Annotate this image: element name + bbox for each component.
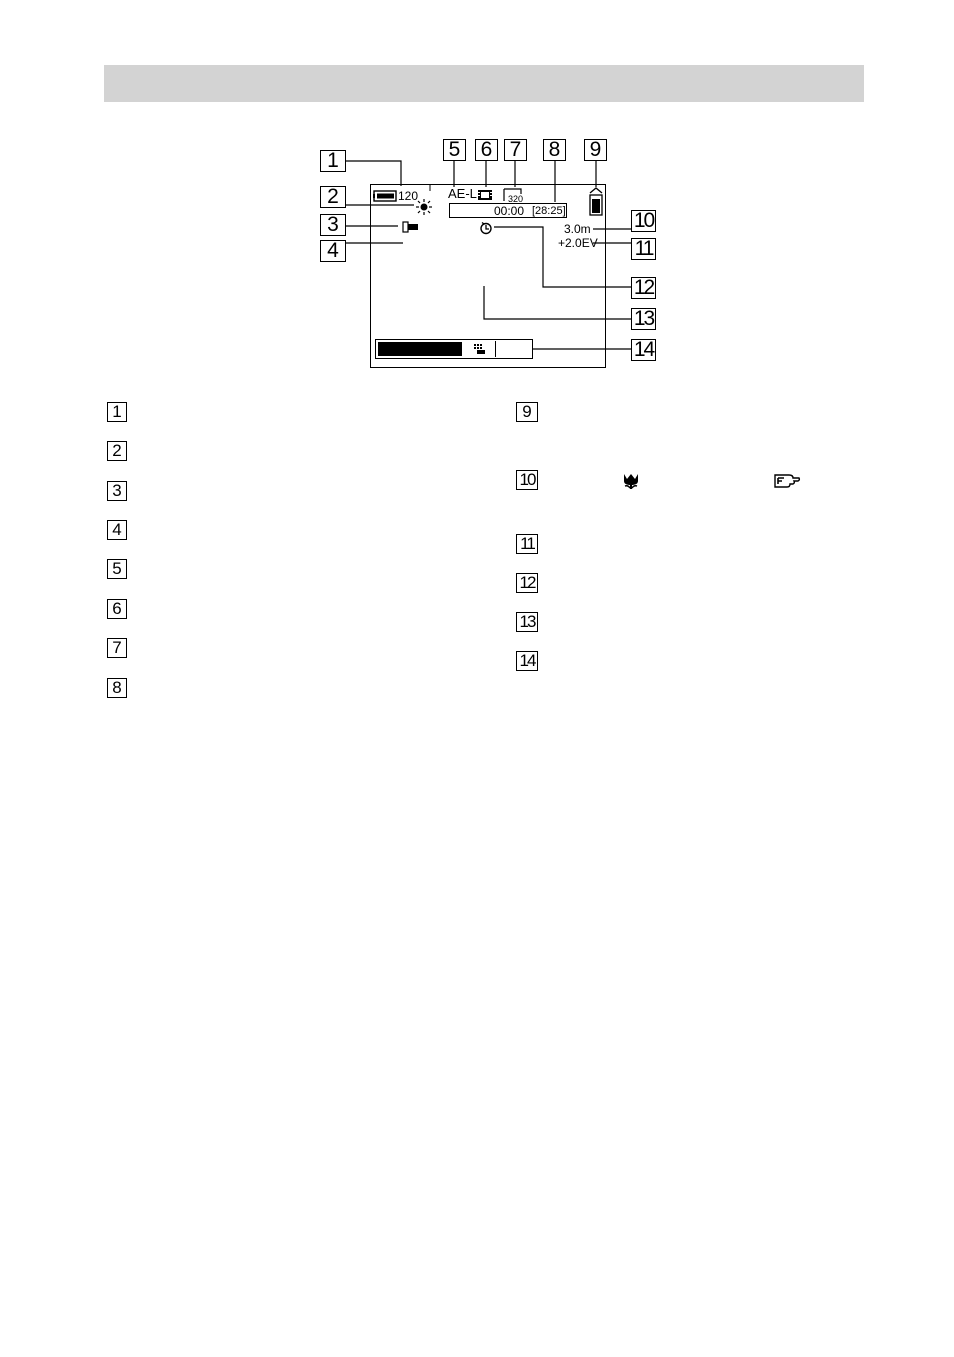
image-size-value: 320: [508, 194, 524, 204]
callout-3: 3: [320, 214, 346, 236]
legend-item-1: 1: [107, 402, 127, 422]
legend-item-6: 6: [107, 599, 127, 619]
callout-5: 5: [443, 139, 466, 161]
legend-item-7: 7: [107, 638, 127, 658]
callout-13: 13: [631, 308, 656, 330]
callout-12: 12: [631, 277, 656, 299]
legend-item-12: 12: [516, 573, 538, 593]
flash-icon: [402, 220, 420, 234]
focus-distance: 3.0m: [564, 222, 591, 236]
tulip-icon: [621, 472, 641, 490]
exposure-value: +2.0EV: [558, 236, 598, 250]
callout-4: 4: [320, 240, 346, 262]
lcd-screen: [370, 184, 606, 368]
legend-item-13: 13: [516, 612, 538, 632]
battery-minutes: 120: [398, 189, 419, 203]
callout-11: 11: [631, 238, 656, 260]
callout-6: 6: [475, 139, 498, 161]
remaining-time: [28:25]: [532, 205, 566, 217]
quality-icon: [472, 342, 486, 356]
progress-fill: [378, 342, 462, 356]
legend-item-11: 11: [516, 534, 538, 554]
recording-time-box: [449, 203, 567, 218]
legend-item-2: 2: [107, 441, 127, 461]
film-icon: [477, 189, 493, 201]
battery-icon: [373, 190, 399, 202]
callout-14: 14: [631, 339, 656, 361]
legend-item-10: 10: [516, 470, 538, 490]
focus-hand-icon: [773, 473, 801, 489]
callout-1: 1: [320, 150, 346, 172]
callout-8: 8: [543, 139, 566, 161]
legend-item-3: 3: [107, 481, 127, 501]
progress-divider: [495, 341, 496, 357]
leader-1: [346, 161, 401, 186]
callout-7: 7: [504, 139, 527, 161]
bracket-tick: [426, 185, 436, 193]
callout-10: 10: [631, 210, 656, 232]
recording-time: 00:00: [494, 204, 525, 218]
legend-item-4: 4: [107, 520, 127, 540]
legend-item-5: 5: [107, 559, 127, 579]
callout-9: 9: [584, 139, 607, 161]
legend-item-14: 14: [516, 651, 538, 671]
ae-lock: AE-L: [448, 186, 477, 201]
self-timer-icon: [479, 221, 493, 235]
callout-2: 2: [320, 186, 346, 208]
legend-item-9: 9: [516, 402, 538, 422]
legend-item-8: 8: [107, 678, 127, 698]
sun-icon: [415, 198, 433, 216]
memory-stick-icon: [588, 187, 604, 217]
progress-bar: [375, 339, 533, 359]
